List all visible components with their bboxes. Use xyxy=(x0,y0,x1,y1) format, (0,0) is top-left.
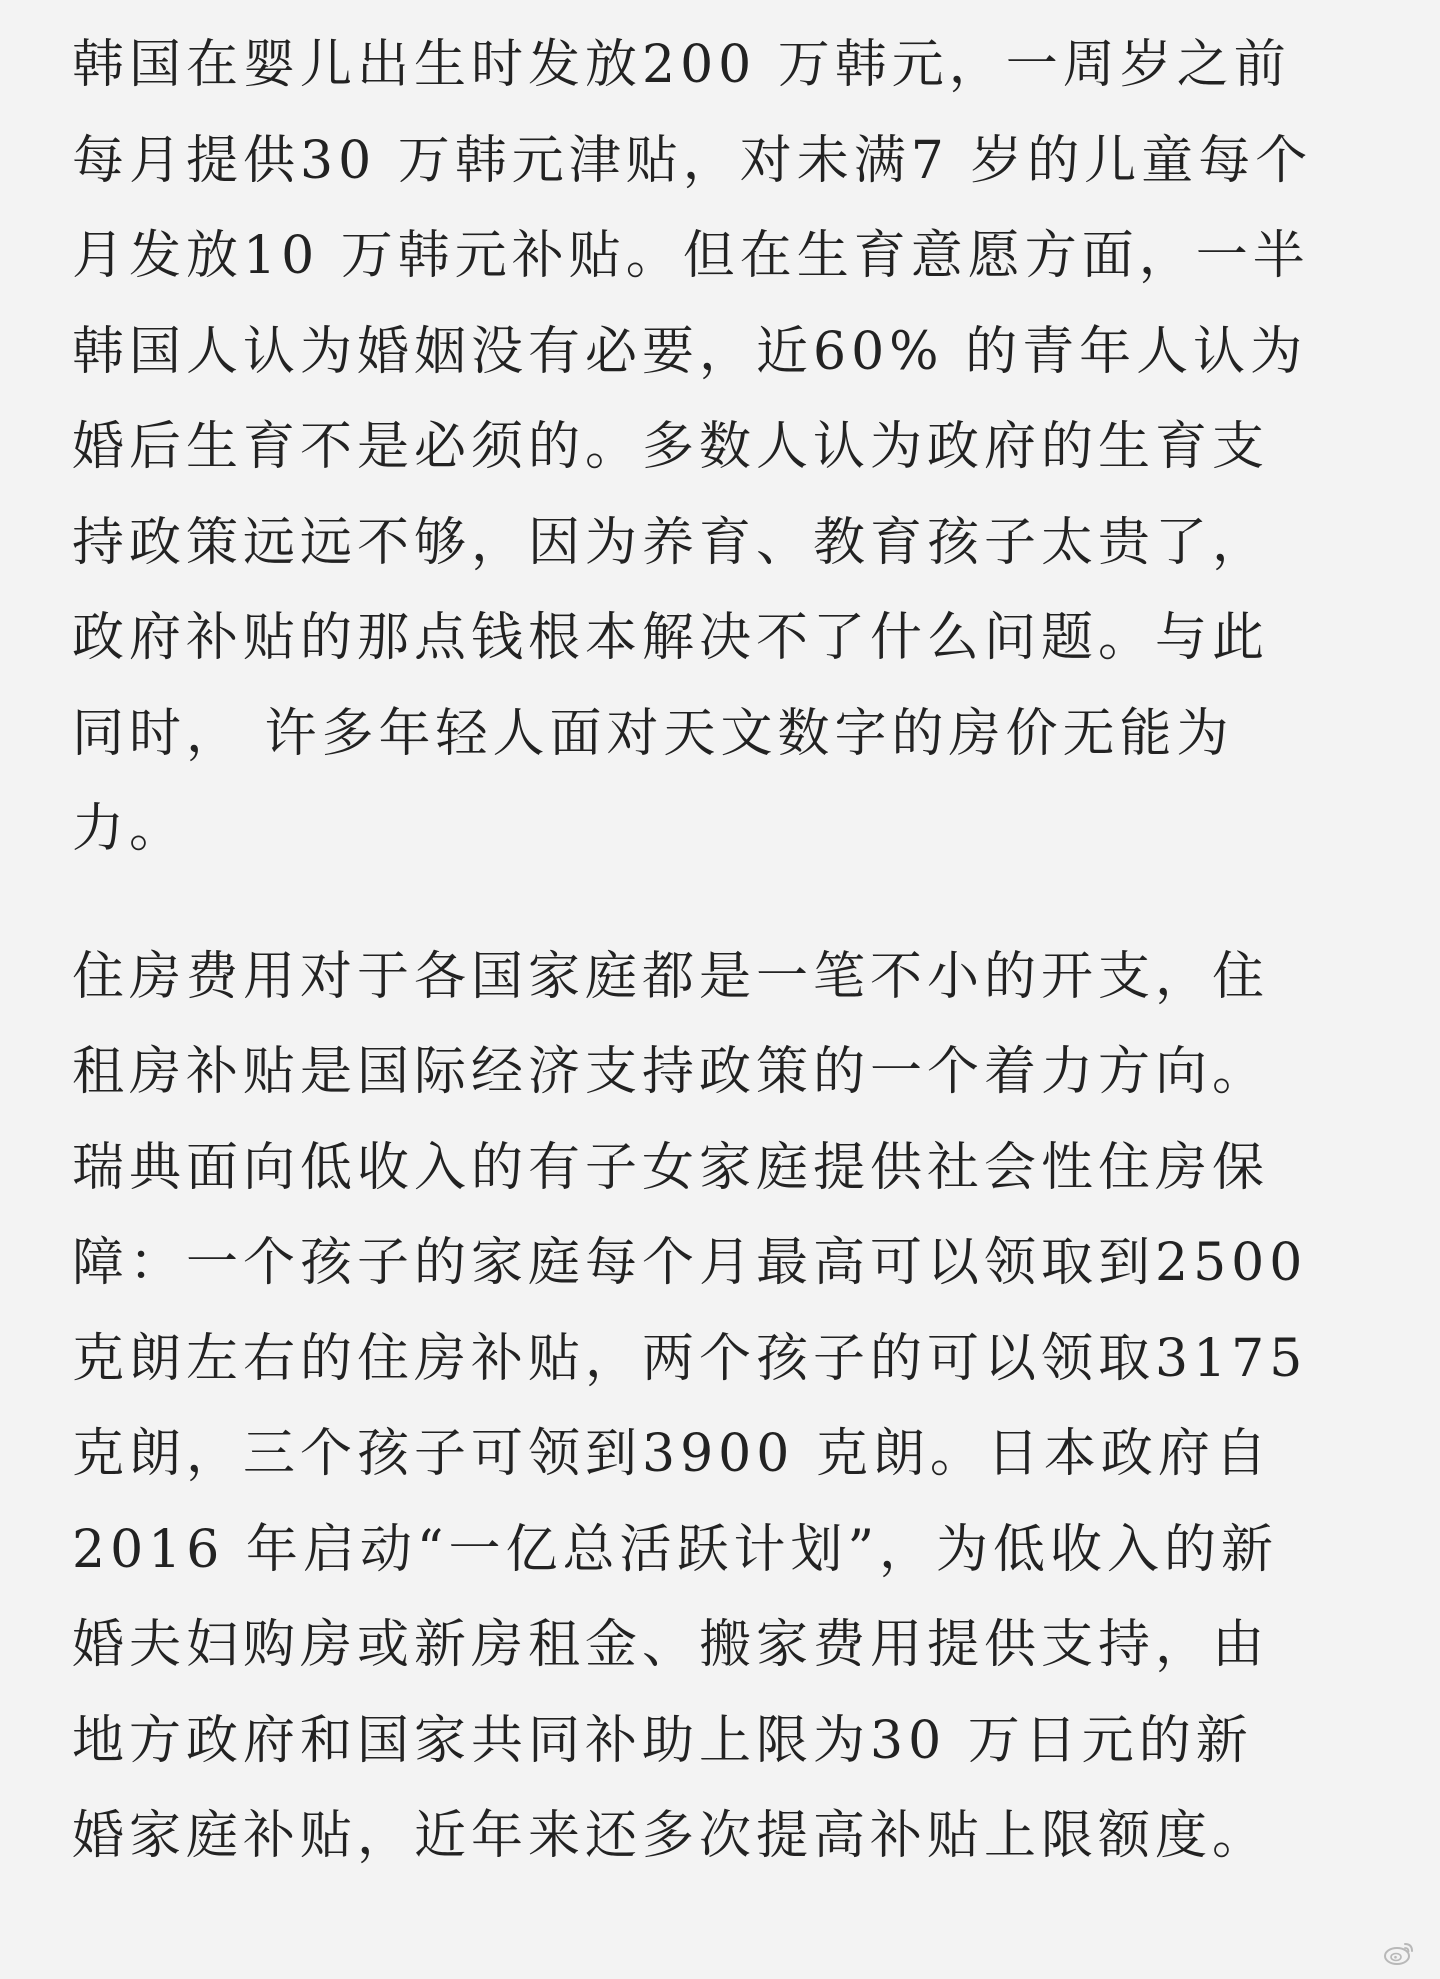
paragraph-housing-subsidies: 住房费用对于各国家庭都是一笔不小的开支，住 租房补贴是国际经济支持政策的一个着力方向。 瑞典面向低收入的有子女家庭提供社会性住房保 障：一个孩子的家庭每个月最高可以领取到2500 克朗左右的住房补贴，两个孩子的可以领取3175 克朗，三个孩子可领到3900 克朗。日本政府自 2016 年启动“一亿总活跃计划”，为低收入的新 婚夫妇购房或新房租金、搬家费用提供支持，由 地方政府和国家共同补助上限为30 万日元的新 婚家庭补贴，近年来还多次提高补贴上限额度。 xyxy=(72,946,1308,1866)
weibo-logo-icon xyxy=(1384,1941,1414,1965)
article-body xyxy=(72,18,1372,1885)
paragraph-korea-subsidies: 韩国在婴儿出生时发放200 万韩元，一周岁之前 每月提供30 万韩元津贴，对未满7 岁的儿童每个 月发放10 万韩元补贴。但在生育意愿方面，一半 韩国人认为婚姻没有必要，近60% 的青年人认为 婚后生育不是必须的。多数人认为政府的生育支 持政策远远不够，因为养育、教育孩子太贵了， 政府补贴的那点钱根本解决不了什么问题。与此 同时， 许多年轻人面对天文数字的房价无能为 力。 xyxy=(72,35,1313,859)
watermark xyxy=(1384,1941,1422,1965)
